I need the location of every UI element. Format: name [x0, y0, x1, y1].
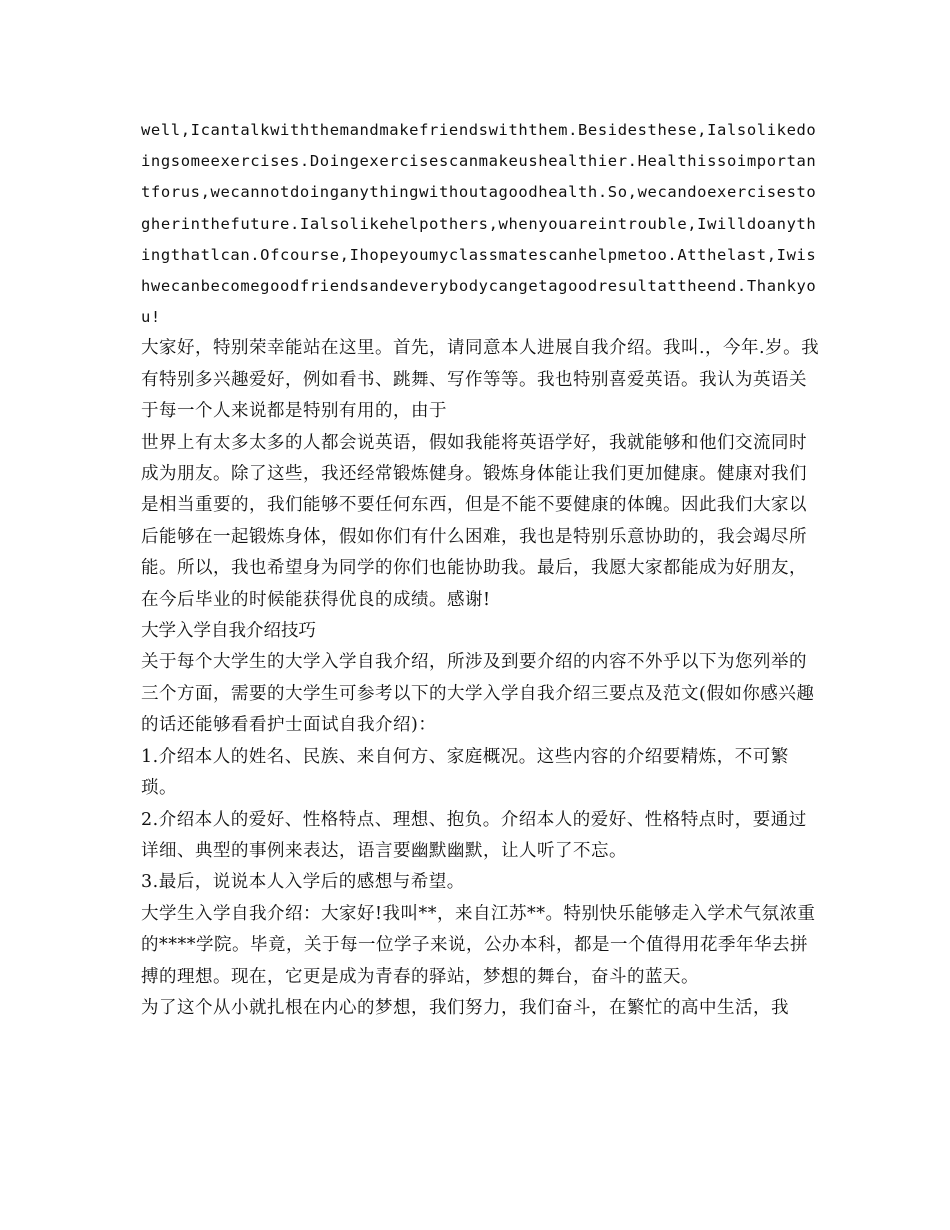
english-paragraph: well,Icantalkwiththemandmakefriendswiththem.Besidesthese,Ialsolikedoingsomeexercises.Doingexercisescanmakeushealthier.Healthissoimportantforus,wecannotdoinganythingwithoutagoodhealth.So,wecandoexercisestogherinthefuture.Ialsolikehelpothers,whenyouareintrouble,Iwilldoanythingthatlcan.Ofcourse,Ihopeyoumyclassmatescanhelpmetoo.Atthelast,Iwishwecanbecomegoodfriendsandeverybodycangetagoodresultattheend.Thankyou!	[141, 121, 817, 327]
chinese-paragraph-intro: 大家好，特别荣幸能站在这里。首先，请同意本人进展自我介绍。我叫.，今年.岁。我有特别多兴趣爱好，例如看书、跳舞、写作等等。我也特别喜爱英语。我认为英语关于每一个人来说都是特别有用的，由于	[141, 338, 820, 422]
document-body	[141, 115, 821, 1024]
list-item-3: 3.最后，说说本人入学后的感想与希望。	[141, 872, 465, 893]
sample-paragraph: 大学生入学自我介绍：大家好!我叫**，来自江苏**。特别快乐能够走入学术气氛浓重的****学院。毕竟，关于每一位学子来说，公办本科，都是一个值得用花季年华去拼搏的理想。现在，它更是成为青春的驿站，梦想的舞台，奋斗的蓝天。	[141, 903, 816, 987]
chinese-paragraph-continued: 世界上有太多太多的人都会说英语，假如我能将英语学好，我就能够和他们交流同时成为朋友。除了这些，我还经常锻炼健身。锻炼身体能让我们更加健康。健康对我们是相当重要的，我们能够不要任何东西，但是不能不要健康的体魄。因此我们大家以后能够在一起锻炼身体，假如你们有什么困难，我也是特别乐意协助的，我会竭尽所能。所以，我也希望身为同学的你们也能协助我。最后，我愿大家都能成为好朋友，在今后毕业的时候能获得优良的成绩。感谢!	[141, 432, 807, 610]
list-item-1: 1.介绍本人的姓名、民族、来自何方、家庭概况。这些内容的介绍要精炼，不可繁琐。	[141, 746, 789, 799]
trailing-paragraph: 为了这个从小就扎根在内心的梦想，我们努力，我们奋斗，在繁忙的高中生活，我	[141, 997, 789, 1018]
section-intro-paragraph: 关于每个大学生的大学入学自我介绍，所涉及到要介绍的内容不外乎以下为您列举的三个方面，需要的大学生可参考以下的大学入学自我介绍三要点及范文(假如你感兴趣的话还能够看看护士面试自我介绍)：	[141, 652, 815, 736]
section-heading: 大学入学自我介绍技巧	[141, 621, 316, 642]
list-item-2: 2.介绍本人的爱好、性格特点、理想、抱负。介绍本人的爱好、性格特点时，要通过详细、典型的事例来表达，语言要幽默幽默，让人听了不忘。	[141, 809, 807, 861]
